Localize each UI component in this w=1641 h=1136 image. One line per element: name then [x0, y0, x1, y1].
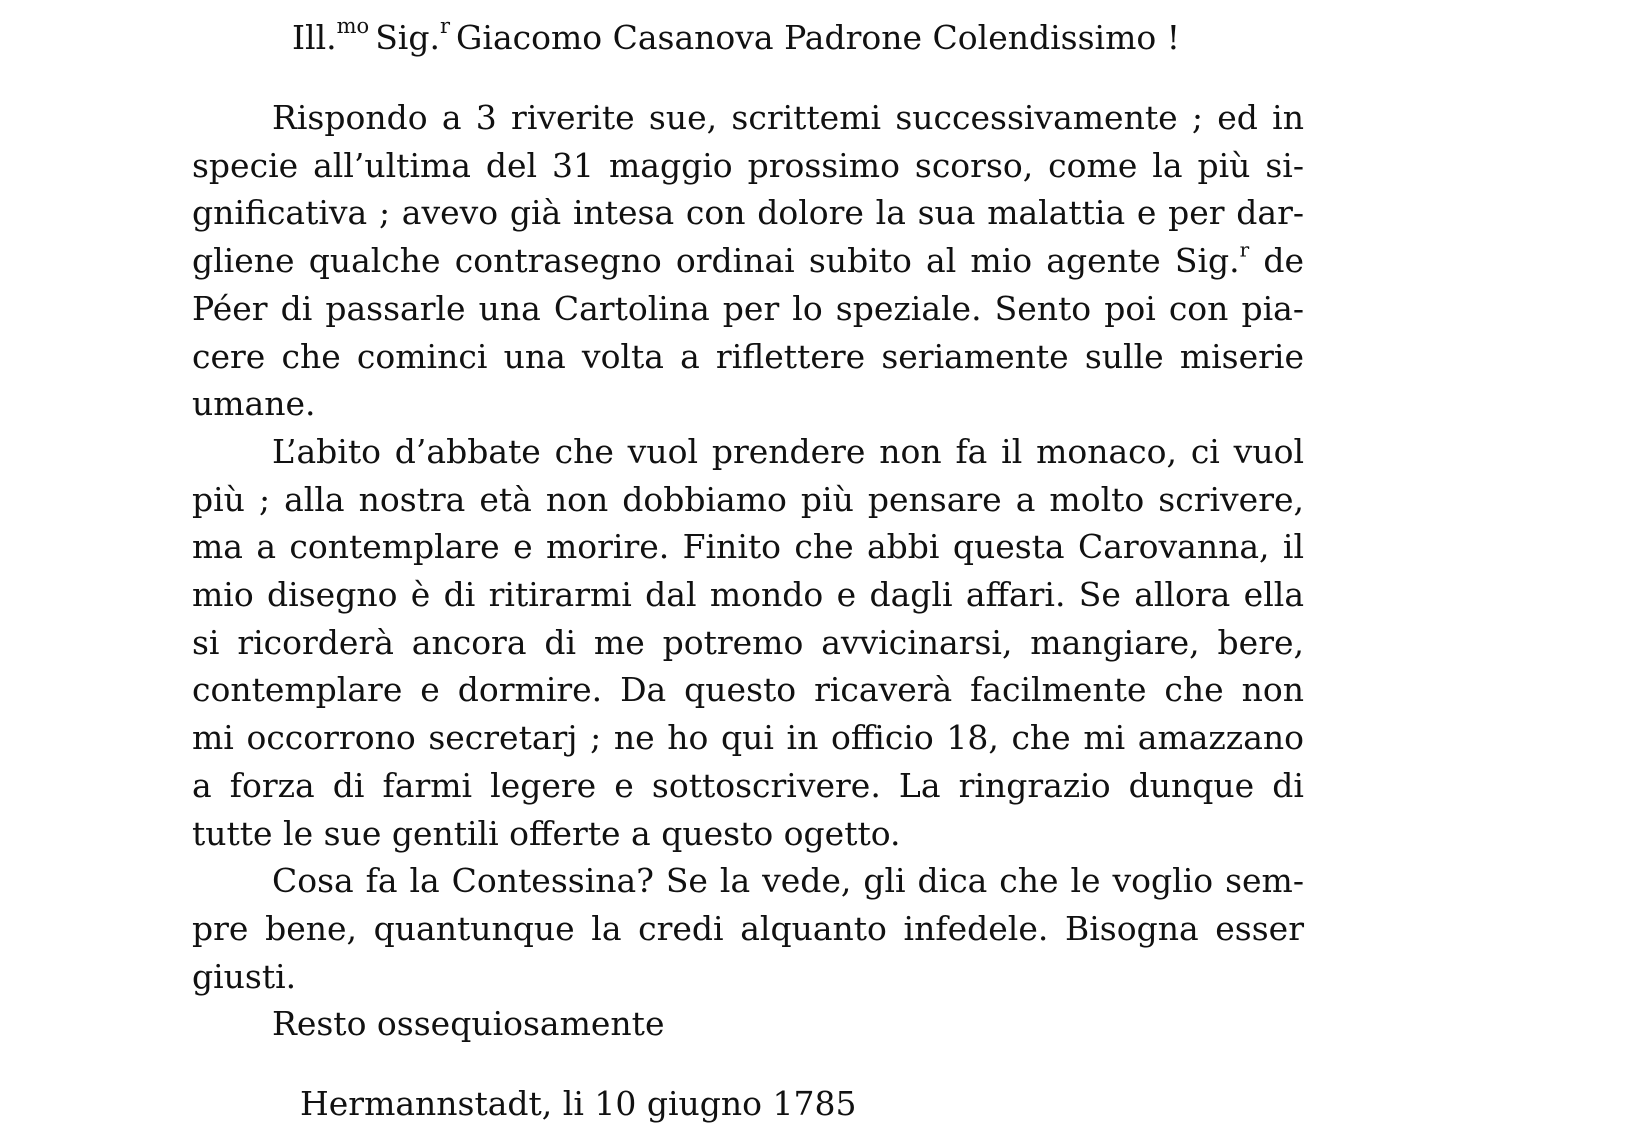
- text-line: ma a contemplare e morire. Finito che abbi questa Carovanna, il: [192, 527, 1304, 567]
- salutation-line: [292, 14, 1180, 62]
- salutation-prefix: Ill.: [292, 18, 337, 57]
- text-line: si ricorderà ancora di me potremo avvicinarsi, mangiare, bere,: [192, 622, 1304, 662]
- text-line: pre bene, quantunque la credi alquanto infedele. Bisogna esser: [192, 908, 1304, 948]
- salutation-title-superscript: r: [439, 14, 451, 39]
- text-line: giusti.: [192, 956, 297, 996]
- text-line: Rispondo a 3 riverite sue, scrittemi successivamente ; ed in: [272, 98, 1304, 137]
- text-line: mio disegno è di ritirarmi dal mondo e dagli affari. Se allora ella: [192, 575, 1304, 615]
- salutation-prefix-superscript: mo: [336, 14, 370, 39]
- text-line: contemplare e dormire. Da questo ricaverà facilmente che non: [192, 670, 1304, 710]
- paragraph-3: [192, 857, 1304, 1000]
- text-line: più ; alla nostra età non dobbiamo più pensare a molto scrivere,: [192, 479, 1304, 519]
- text-line: specie all’ultima del 31 maggio prossimo scorso, come la più si-: [192, 145, 1304, 185]
- text-line: cere che cominci una volta a riflettere seriamente sulle miserie: [192, 336, 1304, 376]
- paragraph-1: [192, 94, 1304, 428]
- dateline: Hermannstadt, li 10 giugno 1785: [300, 1084, 857, 1123]
- text-line: umane.: [192, 384, 316, 424]
- salutation-name: Giacomo Casanova Padrone Colendissimo !: [456, 18, 1180, 57]
- letter-body: [192, 94, 1304, 1000]
- superscript: r: [1239, 237, 1250, 262]
- text-line: tutte le sue gentili offerte a questo ogetto.: [192, 813, 901, 853]
- text-segment: de: [1249, 241, 1304, 281]
- text-line-with-superscript: [192, 237, 1304, 285]
- text-line: mi occorrono secretarj ; ne ho qui in officio 18, che mi amazzano: [192, 718, 1304, 758]
- text-line: a forza di farmi legere e sottoscrivere. La ringrazio dunque di: [192, 765, 1304, 805]
- text-line: L’abito d’abbate che vuol prendere non fa il monaco, ci vuol: [272, 431, 1304, 471]
- paragraph-2: [192, 428, 1304, 857]
- salutation-title: Sig.: [375, 18, 440, 57]
- text-segment: gliene qualche contrasegno ordinai subito al mio agente Sig.: [192, 241, 1240, 281]
- closing-line: Resto ossequiosamente: [272, 1004, 665, 1043]
- text-line: Cosa fa la Contessina? Se la vede, gli dica che le voglio sem-: [272, 861, 1304, 901]
- text-line: gnificativa ; avevo già intesa con dolore la sua malattia e per dar-: [192, 193, 1304, 233]
- text-line: Péer di passarle una Cartolina per lo speziale. Sento poi con pia-: [192, 288, 1304, 328]
